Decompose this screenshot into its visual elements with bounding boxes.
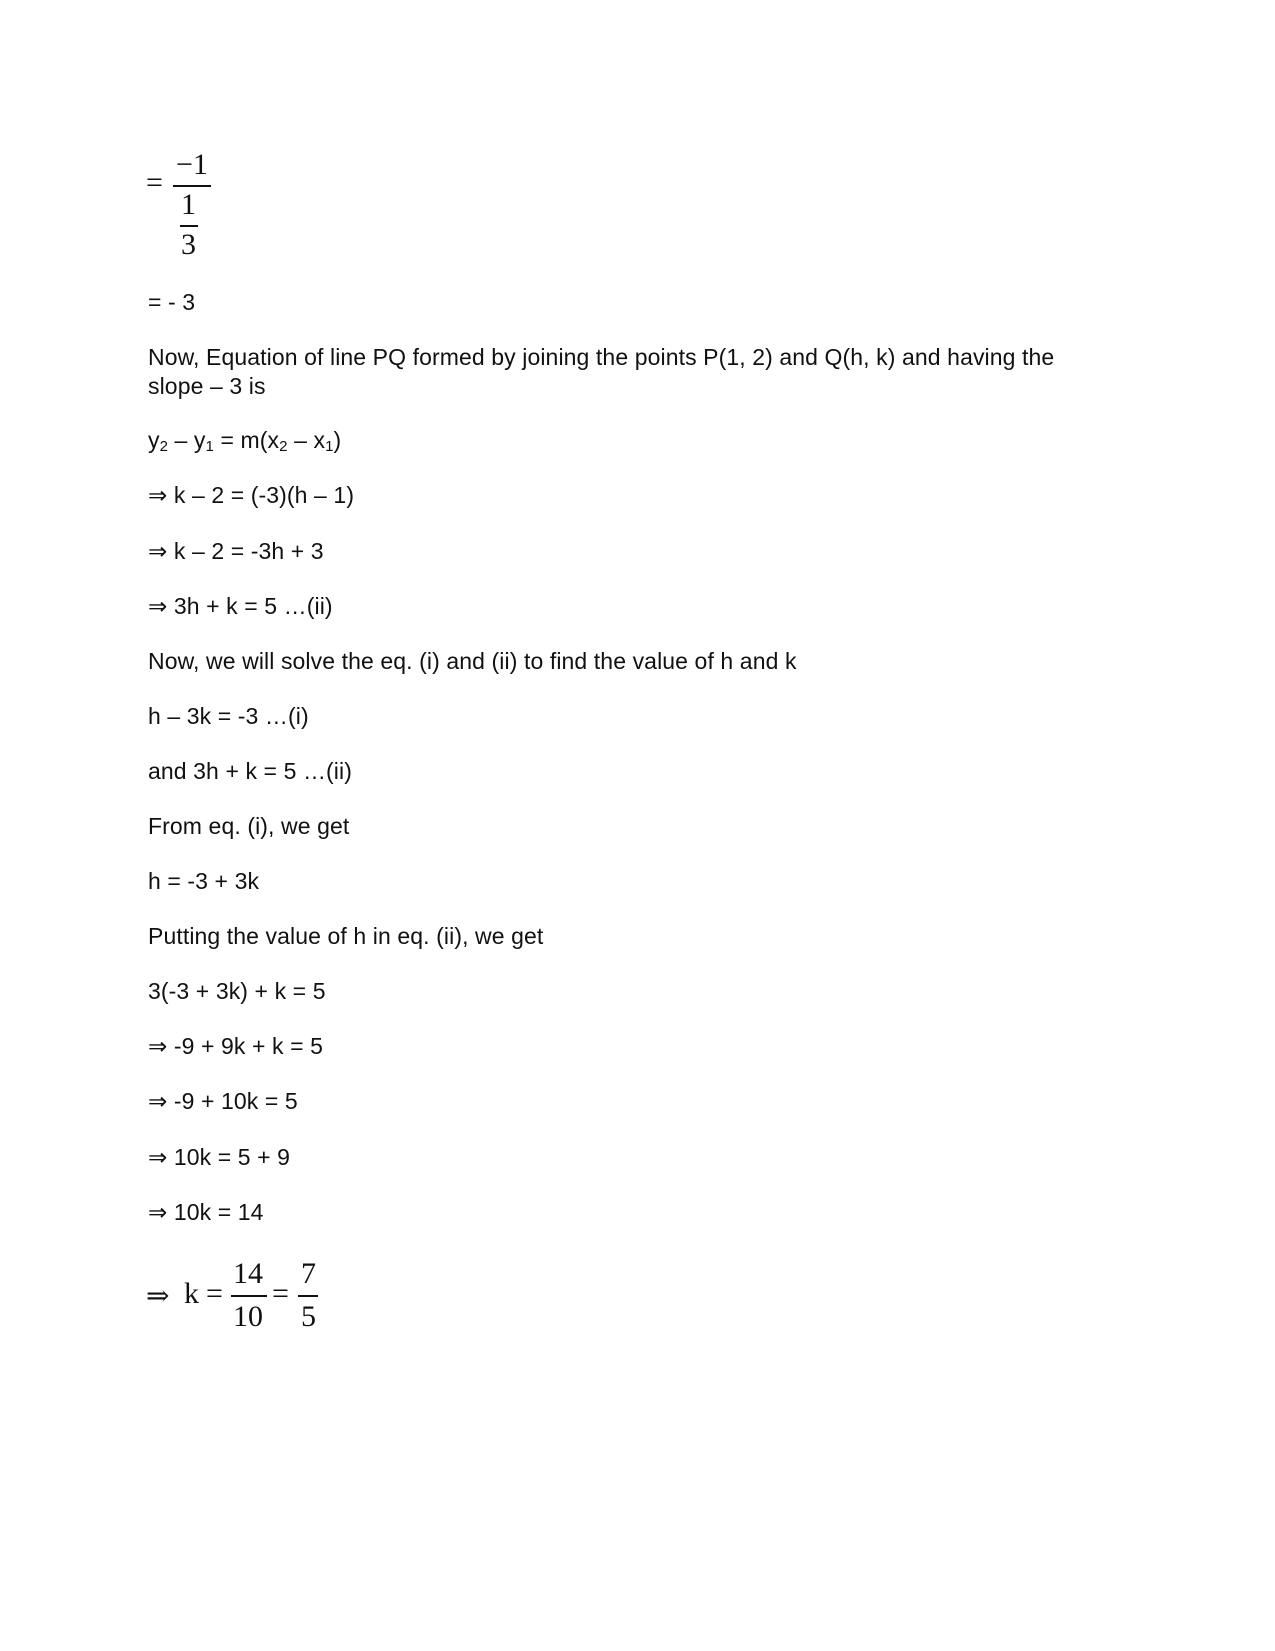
inner-fraction-bar bbox=[180, 225, 198, 227]
final-k-value bbox=[146, 1257, 346, 1337]
equals-sign-2: = bbox=[272, 1277, 289, 1310]
equation-i: h – 3k = -3 …(i) bbox=[148, 703, 309, 729]
paragraph-solve-equations: Now, we will solve the eq. (i) and (ii) to find the value of h and k bbox=[148, 648, 797, 674]
formula-subscript-2b: 2 bbox=[279, 438, 288, 455]
fraction-5-denominator: 5 bbox=[301, 1300, 316, 1333]
implies-arrow: ⇒ bbox=[146, 1279, 170, 1312]
fraction-bar bbox=[173, 185, 211, 187]
paragraph-equation-of-line-pq: Now, Equation of line PQ formed by joining the points P(1, 2) and Q(h, k) and having the slope – 3 is bbox=[148, 344, 1055, 399]
fraction-7-5-bar bbox=[298, 1295, 318, 1297]
point-slope-formula bbox=[148, 426, 341, 455]
equals-sign: = bbox=[146, 166, 163, 199]
step-h-expression: h = -3 + 3k bbox=[148, 868, 260, 894]
formula-subscript-2: 2 bbox=[159, 438, 169, 455]
fraction-7-numerator: 7 bbox=[301, 1257, 316, 1290]
variable-k: k bbox=[184, 1277, 199, 1310]
fraction-14-10-bar bbox=[231, 1295, 267, 1297]
step-combine-k: ⇒ -9 + 10k = 5 bbox=[148, 1088, 298, 1114]
equation-ii-repeat: and 3h + k = 5 …(ii) bbox=[148, 758, 352, 784]
equation-ii: ⇒ 3h + k = 5 …(ii) bbox=[148, 593, 333, 619]
inner-fraction-denominator: 3 bbox=[181, 228, 196, 261]
formula-subscript-1: 1 bbox=[205, 438, 214, 455]
fraction-14-numerator: 14 bbox=[233, 1257, 263, 1290]
step-ten-k: ⇒ 10k = 14 bbox=[148, 1199, 264, 1225]
step-expand: ⇒ k – 2 = -3h + 3 bbox=[148, 538, 324, 564]
equals-sign-1: = bbox=[206, 1277, 223, 1310]
formula-minus-y: – y bbox=[168, 427, 206, 453]
formula-equals-m: = m(x bbox=[214, 427, 280, 453]
inner-fraction-numerator: 1 bbox=[181, 188, 196, 221]
formula-minus-x: – x bbox=[287, 427, 326, 453]
formula-close-paren: ) bbox=[333, 427, 342, 453]
fraction-10-denominator: 10 bbox=[233, 1300, 263, 1333]
formula-y: y bbox=[148, 427, 160, 453]
step-move-constant: ⇒ 10k = 5 + 9 bbox=[148, 1144, 291, 1170]
text-putting-value: Putting the value of h in eq. (ii), we get bbox=[148, 923, 544, 949]
fraction-numerator: −1 bbox=[176, 148, 208, 181]
text-from-eq-i: From eq. (i), we get bbox=[148, 813, 350, 839]
result-minus-three: = - 3 bbox=[148, 289, 196, 315]
step-substitute-h: 3(-3 + 3k) + k = 5 bbox=[148, 978, 326, 1004]
step-expand-k: ⇒ -9 + 9k + k = 5 bbox=[148, 1033, 324, 1059]
step-substitute-slope: ⇒ k – 2 = (-3)(h – 1) bbox=[148, 482, 355, 508]
formula-subscript-1b: 1 bbox=[325, 438, 334, 455]
